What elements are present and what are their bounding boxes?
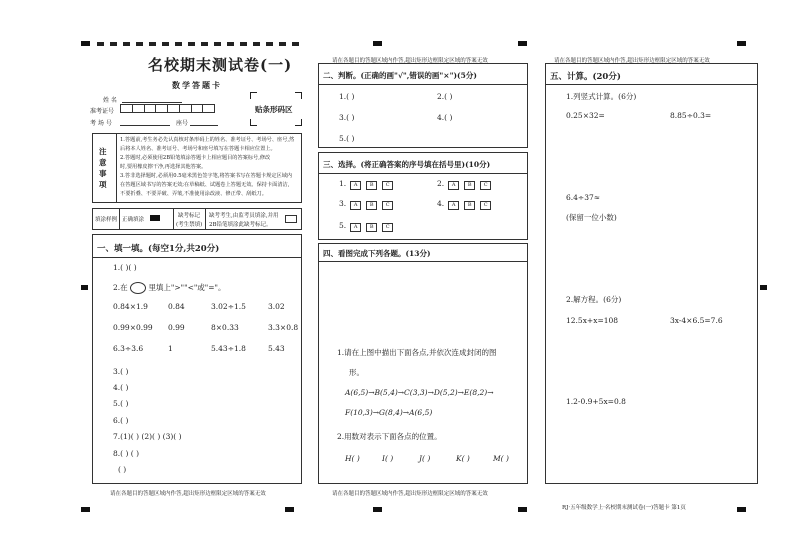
choice-item	[339, 199, 394, 210]
judge-2[interactable]: 2.( )	[437, 92, 453, 101]
judge-3[interactable]: 3.( )	[339, 113, 355, 122]
s4-q1-b: 形。	[349, 368, 364, 377]
s5-sub2: 2.解方程。(6分)	[566, 295, 622, 304]
s1-q7[interactable]: 7.(1)( ) (2)( ) (3)( )	[113, 432, 182, 441]
registration-mark-bottom-right	[737, 507, 746, 512]
s4-path-a: A(6,5)→B(5,4)→C(3,3)→D(5,2)→E(8,2)→	[345, 388, 494, 397]
choice-option-box[interactable]: B	[366, 223, 377, 232]
point-answer[interactable]: K( )	[456, 454, 470, 463]
room-field[interactable]	[120, 125, 170, 126]
section1-panel	[92, 234, 302, 484]
timing-dash	[149, 42, 156, 46]
compare-expr: 1	[168, 344, 173, 353]
exam-subtitle: 数学答题卡	[172, 80, 222, 90]
absent-desc-2: 2B铅笔填涂此缺考标记。	[209, 222, 272, 228]
choice-number: 4.	[437, 199, 445, 208]
calc-3: 6.4÷37≈	[566, 193, 601, 202]
exam-title: 名校期末测试卷(一)	[148, 56, 293, 74]
choice-item	[339, 179, 394, 190]
notice-line: 时,要用橡皮擦干净,再选择其他答案。	[120, 164, 207, 170]
choice-option-box[interactable]: C	[480, 201, 491, 210]
registration-mark-bottom-2	[285, 507, 294, 512]
s1-q1[interactable]: 1.( )( )	[113, 263, 137, 272]
choice-number: 3.	[339, 199, 347, 208]
choice-option-box[interactable]: B	[464, 181, 475, 190]
compare-circle-icon	[130, 282, 146, 294]
barcode-label: 贴条形码区	[255, 105, 293, 114]
timing-dash	[240, 42, 247, 46]
notice-label: 注意事项	[99, 147, 107, 189]
s1-q6[interactable]: 6.( )	[113, 416, 129, 425]
eq-1: 12.5x+x=108	[566, 316, 619, 325]
calc-2: 8.85÷0.3=	[670, 111, 712, 120]
example-label: 填涂样例	[95, 217, 118, 223]
header-warning-mid: 请在各题目的答题区域内作答,超出矩形边框限定区域的答案无效	[332, 58, 488, 64]
compare-expr: 3.02÷1.5	[211, 302, 246, 311]
page-info: RJ·五年级数学上·名校期末测试卷(一)答题卡 第1页	[562, 505, 686, 511]
absent-mark-label: 缺考标记	[178, 213, 201, 219]
section1-title: 一、填一填。(每空1分,共20分)	[97, 244, 220, 254]
choice-number: 5.	[339, 221, 347, 230]
s4-path-b: F(10,3)→G(8,4)→A(6,5)	[345, 408, 433, 417]
registration-mark-top-right	[737, 41, 746, 46]
judge-5[interactable]: 5.( )	[339, 134, 355, 143]
choice-option-box[interactable]: A	[448, 201, 459, 210]
registration-mark-left-mid	[81, 285, 88, 290]
compare-expr: 6.3÷3.6	[113, 344, 144, 353]
s1-q2	[113, 282, 226, 294]
point-answer[interactable]: M( )	[493, 454, 509, 463]
timing-dash	[136, 42, 143, 46]
registration-mark-top-2	[373, 41, 382, 46]
notice-line: 在答题区域书写的答案无效;在草稿纸、试题卷上答题无效。保持卡面清洁,	[120, 182, 290, 188]
name-label: 姓 名	[103, 97, 117, 104]
compare-expr: 3.3×0.8	[268, 323, 299, 332]
judge-4[interactable]: 4.( )	[437, 113, 453, 122]
choice-option-box[interactable]: B	[366, 201, 377, 210]
s1-q8b[interactable]: ( )	[118, 465, 127, 474]
q2-prefix: 2.在	[113, 283, 128, 292]
section4-panel	[318, 243, 528, 484]
room-label: 考 场 号	[90, 120, 112, 127]
calc-1: 0.25×32=	[566, 111, 605, 120]
choice-option-box[interactable]: A	[448, 181, 459, 190]
grid-drawing-area[interactable]	[325, 266, 521, 341]
registration-mark-right-mid	[760, 285, 767, 290]
footer-warning-mid: 请在各题目的答题区域内作答,超出矩形边框限定区域的答案无效	[332, 491, 488, 497]
fill-example-box	[92, 208, 302, 230]
choice-option-box[interactable]: A	[350, 223, 361, 232]
choice-option-box[interactable]: C	[382, 223, 393, 232]
compare-expr: 5.43÷1.8	[211, 344, 246, 353]
timing-dash	[292, 42, 299, 46]
choice-item	[437, 179, 492, 190]
notice-line: 2.答题时,必须使用2B铅笔填涂答题卡上相应题目的答案标号,修改	[120, 155, 271, 161]
compare-expr: 8×0.33	[211, 323, 239, 332]
timing-dash	[266, 42, 273, 46]
timing-dash	[123, 42, 130, 46]
timing-dash	[110, 42, 117, 46]
s1-q3[interactable]: 3.( )	[113, 367, 129, 376]
absent-desc-1: 缺考考生,由监考员填涂,并用	[209, 213, 279, 219]
choice-option-box[interactable]: A	[350, 201, 361, 210]
timing-dash	[201, 42, 208, 46]
choice-number: 2.	[437, 179, 445, 188]
section2-panel	[318, 63, 528, 148]
s5-sub1: 1.列竖式计算。(6分)	[566, 92, 637, 101]
section5-panel	[545, 63, 758, 484]
seat-field[interactable]	[190, 125, 218, 126]
registration-mark-top-3	[518, 41, 527, 46]
timing-dash	[227, 42, 234, 46]
choice-option-box[interactable]: B	[366, 181, 377, 190]
point-answer[interactable]: H( )	[345, 454, 360, 463]
s4-q1-a: 1.请在上图中描出下面各点,并依次连成封闭的图	[337, 348, 497, 357]
calc-3-note: (保留一位小数)	[566, 213, 617, 222]
choice-number: 1.	[339, 179, 347, 188]
correct-fill-sample	[150, 215, 160, 221]
compare-expr: 0.84×1.9	[113, 302, 148, 311]
timing-dash	[162, 42, 169, 46]
s4-q2: 2.用数对表示下面各点的位置。	[337, 432, 442, 441]
choice-item	[437, 199, 492, 210]
choice-option-box[interactable]: C	[382, 181, 393, 190]
notice-line: 后将本人姓名、准考证号、考场号和座号填写在答题卡相应位置上。	[120, 146, 276, 152]
notice-line: 不要折叠、不要弄破、弄皱,不准使用涂改液、修正带、刮纸刀。	[120, 191, 267, 197]
section4-title: 四、看图完成下列各题。(13分)	[323, 249, 431, 258]
section3-panel	[318, 152, 528, 240]
choice-item	[339, 221, 394, 232]
exam-no-label: 准考证号	[90, 108, 115, 115]
timing-dash	[97, 42, 104, 46]
header-warning-right: 请在各题目的答题区域内作答,超出矩形边框限定区域的答案无效	[554, 58, 710, 64]
registration-mark-bottom-3	[373, 507, 382, 512]
notice-line: 3.答非选择题时,必须用0.5毫米黑色签字笔,将答案书写在答题卡规定区域内	[120, 173, 293, 179]
seat-label: 座号	[176, 120, 189, 127]
registration-mark-top-left	[81, 41, 90, 46]
compare-expr: 0.99×0.99	[113, 323, 153, 332]
judge-1[interactable]: 1.( )	[339, 92, 355, 101]
section3-title: 三、选择。(将正确答案的序号填在括号里)(10分)	[323, 160, 491, 169]
eq-2: 3x-4×6.5=7.6	[670, 316, 723, 325]
compare-expr: 0.84	[168, 302, 185, 311]
s1-q8a[interactable]: 8.( ) ( )	[113, 449, 140, 458]
q2-suffix: 里填上">""<"或"="。	[148, 283, 226, 292]
point-answer[interactable]: J( )	[419, 454, 431, 463]
eq-3: 1.2-0.9+5x=0.8	[566, 397, 626, 406]
exam-no-field[interactable]	[120, 104, 215, 113]
absent-mark-note: (考生禁填)	[176, 222, 203, 228]
timing-dash	[279, 42, 286, 46]
footer-warning-left: 请在各题目的答题区域内作答,超出矩形边框限定区域的答案无效	[110, 491, 266, 497]
notice-line: 1.答题前,考生务必先认真核对条形码上的姓名、准考证号、考场号、座号,然	[120, 137, 295, 143]
compare-expr: 3.02	[268, 302, 285, 311]
choice-option-box[interactable]: C	[382, 201, 393, 210]
registration-mark-bottom-left	[81, 507, 90, 512]
choice-option-box[interactable]: C	[480, 181, 491, 190]
s1-q4[interactable]: 4.( )	[113, 383, 129, 392]
timing-dash	[253, 42, 260, 46]
timing-dash	[188, 42, 195, 46]
registration-mark-bottom-4	[518, 507, 527, 512]
point-answer[interactable]: I( )	[382, 454, 394, 463]
timing-dash	[175, 42, 182, 46]
choice-option-box[interactable]: B	[464, 201, 475, 210]
choice-option-box[interactable]: A	[350, 181, 361, 190]
notice-box	[92, 133, 302, 203]
barcode-area	[250, 92, 302, 126]
compare-expr: 5.43	[268, 344, 285, 353]
name-field[interactable]	[122, 102, 182, 103]
section5-title: 五、计算。(20分)	[550, 72, 621, 82]
section2-title: 二、判断。(正确的画"√",错误的画"×")(5分)	[323, 71, 477, 80]
absent-mark-box[interactable]	[285, 215, 297, 223]
correct-fill-label: 正确填涂	[122, 217, 145, 223]
s1-q5[interactable]: 5.( )	[113, 399, 129, 408]
timing-dash	[214, 42, 221, 46]
compare-expr: 0.99	[168, 323, 185, 332]
